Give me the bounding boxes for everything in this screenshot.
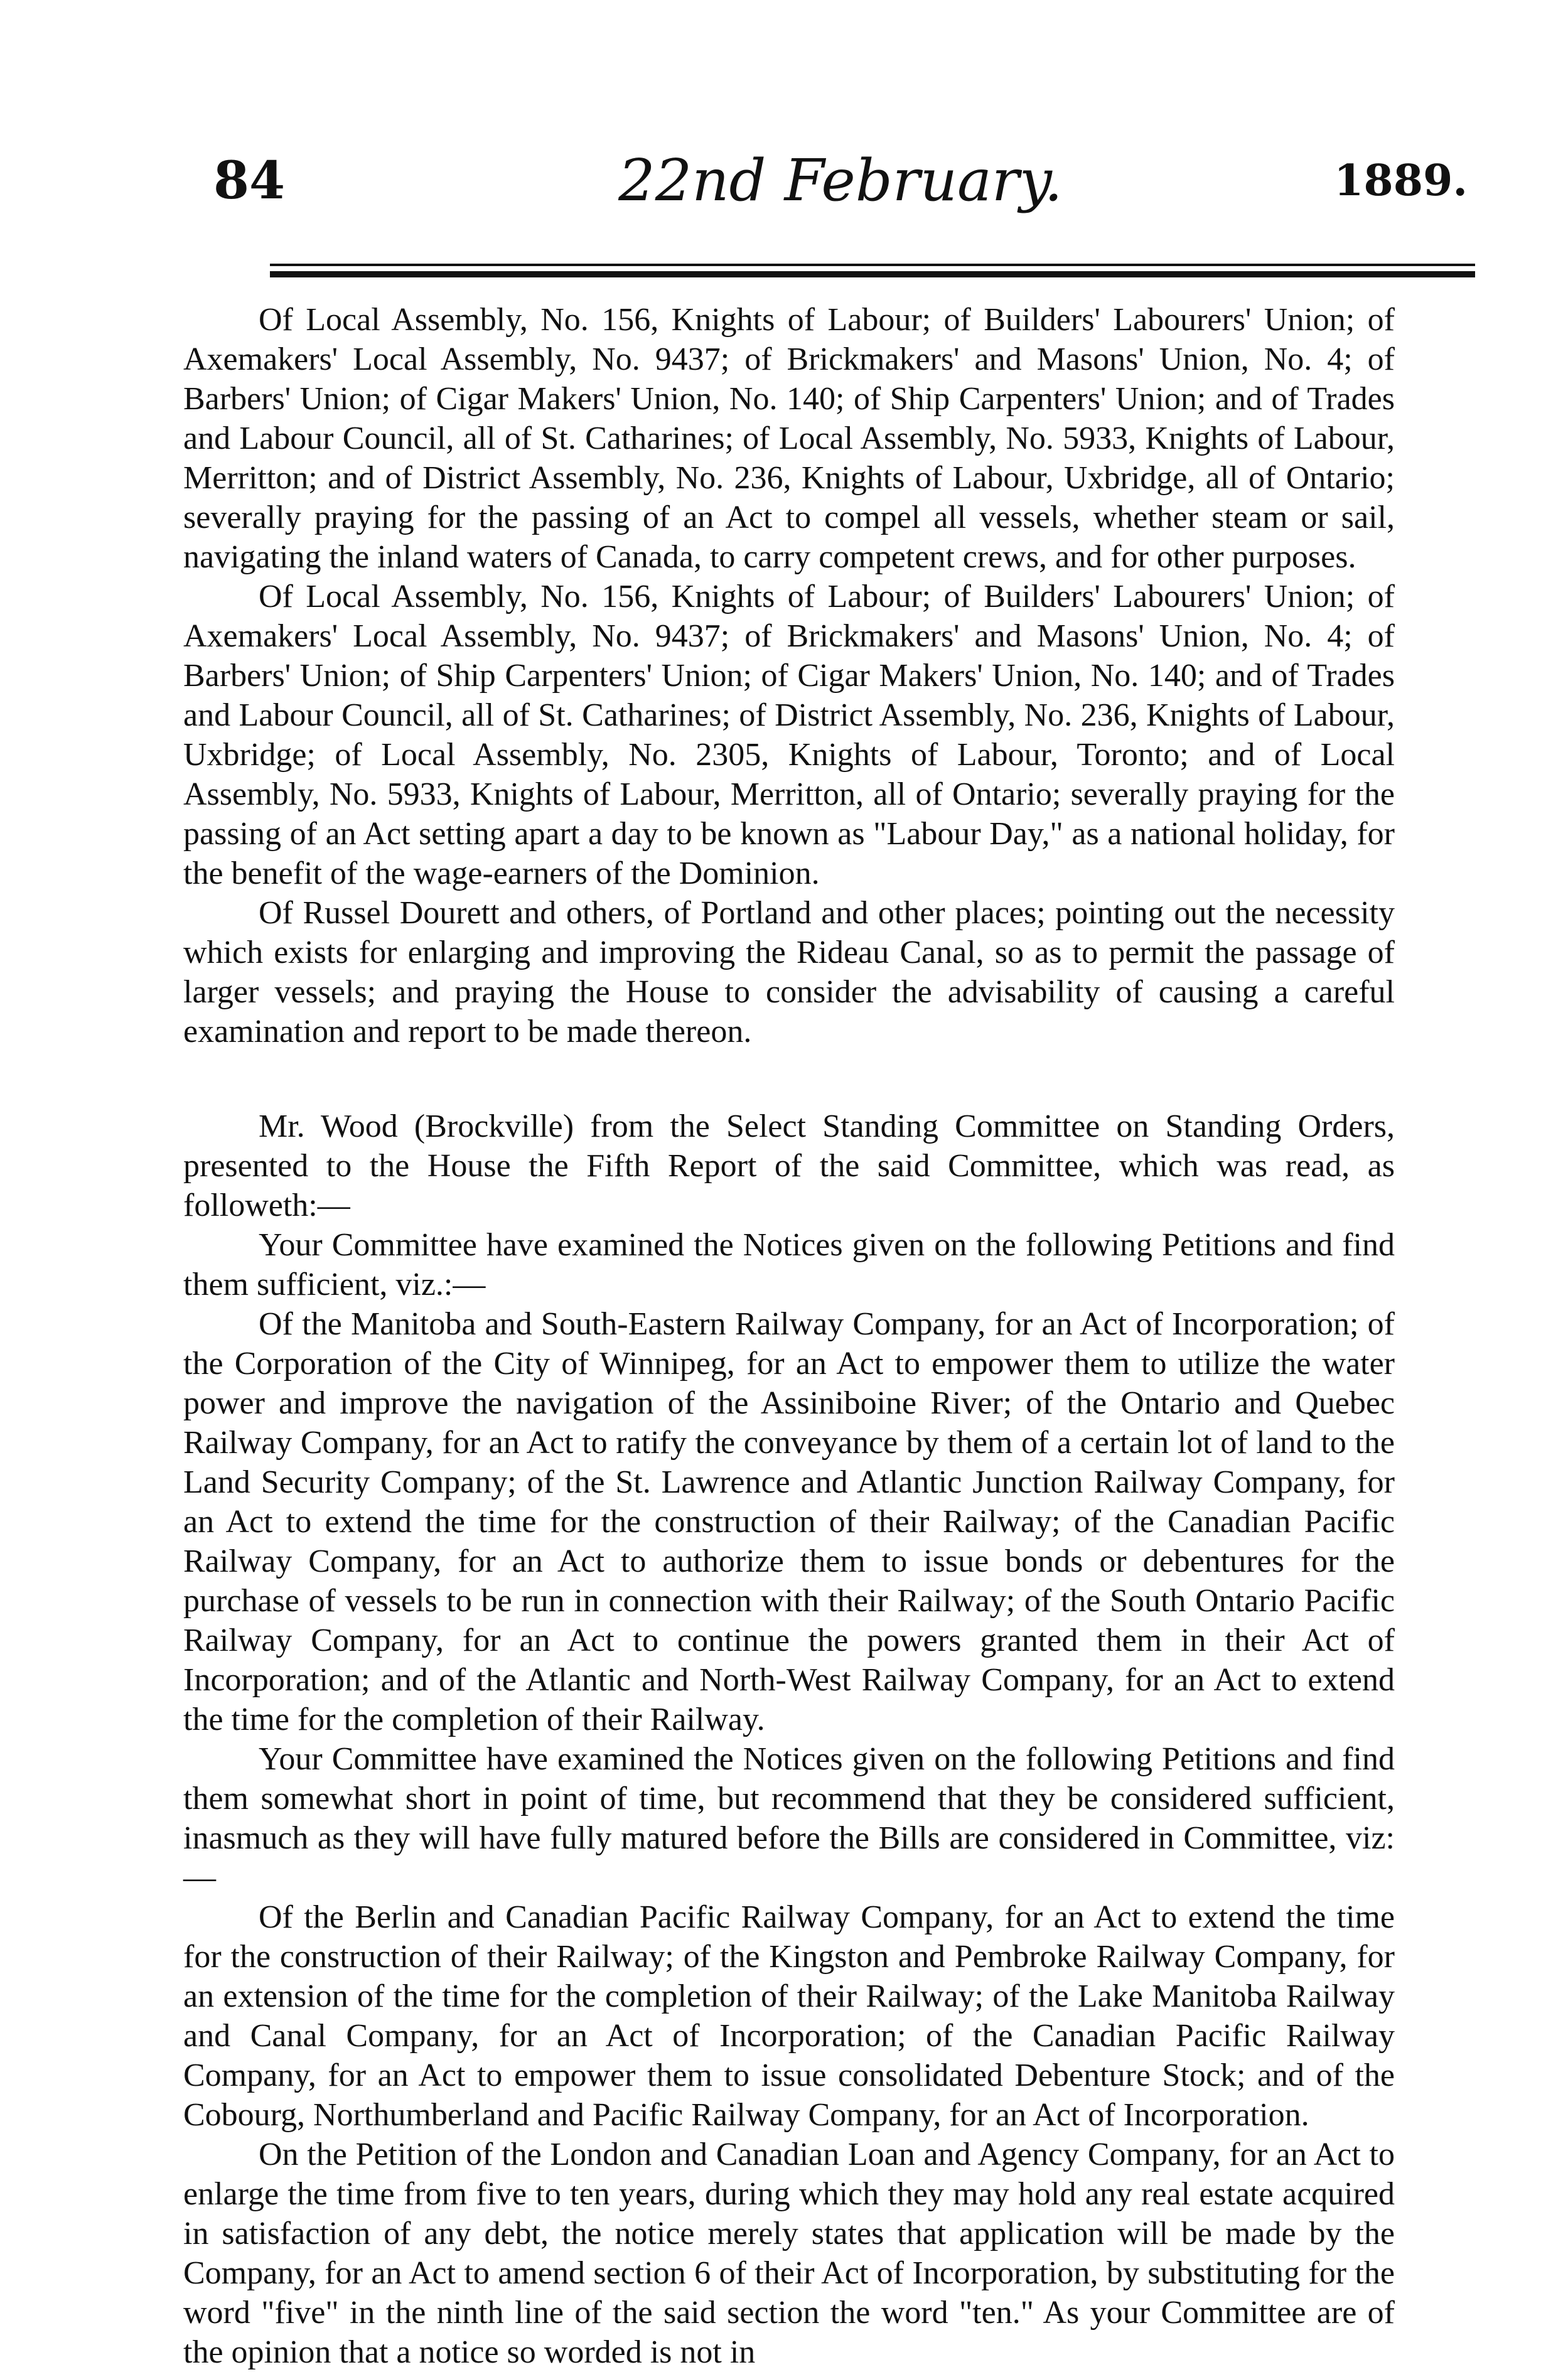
page-header <box>213 147 1468 232</box>
header-rule-thick <box>270 271 1475 277</box>
paragraph-committee-report-intro: Mr. Wood (Brockville) from the Select Standing Committee on Standing Orders, presented to the House the Fifth Report of the said Committee, which was read, as followeth:— <box>183 1108 1395 1223</box>
paragraph-petition-rideau-canal: Of Russel Dourett and others, of Portland and other places; pointing out the necessity which exists for enlarging and improving the Rideau Canal, so as to permit the passage of larger vessels; and praying the House to consider the advisability of causing a careful examination and report to be made thereon. <box>183 895 1395 1049</box>
page-number: 84 <box>213 151 286 211</box>
paragraph-notices-sufficient: Your Committee have examined the Notices given on the following Petitions and find them sufficient, viz.:— <box>183 1227 1395 1302</box>
year: 1889. <box>1334 156 1468 206</box>
paragraph-railway-petitions-short: Of the Berlin and Canadian Pacific Railway Company, for an Act to extend the time for the construction of their Railway; of the Kingston and Pembroke Railway Company, for an extension of the time for the completion of their Railway; of the Lake Manitoba Railway and Canal Company, for an Act of Incorporation; of the Canadian Pacific Railway Company, for an Act to empower them to issue consolidated Debenture Stock; and of the Cobourg, Northumberland and Pacific Railway Company, for an Act of Incorporation. <box>183 1899 1395 2133</box>
running-title: 22nd February. <box>618 147 1063 214</box>
paragraph-petitions-crews: Of Local Assembly, No. 156, Knights of Labour; of Builders' Labourers' Union; of Axemakers' Local Assembly, No. 9437; of Brickmakers' and Masons' Union, No. 4; of Barbers' Union; of Cigar Makers' Union, No. 140; of Ship Carpenters' Union; and of Trades and Labour Council, all of St. Catharines; of Local Assembly, No. 5933, Knights of Labour, Merritton; and of District Assembly, No. 236, Knights of Labour, Uxbridge, all of Ontario; severally praying for the passing of an Act to compel all vessels, whether steam or sail, navigating the inland waters of Canada, to carry competent crews, and for other purposes. <box>183 302 1395 575</box>
paragraph-railway-petitions-sufficient: Of the Manitoba and South-Eastern Railway Company, for an Act of Incorporation; of the Corporation of the City of Winnipeg, for an Act to empower them to utilize the water power and improve the navigation of the Assiniboine River; of the Ontario and Quebec Railway Company, for an Act to ratify the conveyance by them of a certain lot of land to the Land Security Company; of the St. Lawrence and Atlantic Junction Railway Company, for an Act to extend the time for the construction of their Railway; of the Canadian Pacific Railway Company, for an Act to authorize them to issue bonds or debentures for the purchase of vessels to be run in connection with their Railway; of the South Ontario Pacific Railway Company, for an Act to continue the powers granted them in their Act of Incorporation; and of the Atlantic and North-West Railway Company, for an Act to extend the time for the completion of their Railway. <box>183 1306 1395 1737</box>
paragraph-notices-short: Your Committee have examined the Notices given on the following Petitions and find them somewhat short in point of time, but recommend that they be considered sufficient, inasmuch as they will have fully matured before the Bills are considered in Committee, viz:— <box>183 1741 1395 1896</box>
paragraph-london-canadian-loan: On the Petition of the London and Canadian Loan and Agency Company, for an Act to enlarge the time from five to ten years, during which they may hold any real estate acquired in satisfaction of any debt, the notice merely states that application will be made by the Company, for an Act to amend section 6 of their Act of Incorporation, by substituting for the word "five" in the ninth line of the said section the word "ten." As your Committee are of the opinion that a notice so worded is not in <box>183 2137 1395 2370</box>
document-body <box>183 300 1395 2372</box>
paragraph-petitions-labour-day: Of Local Assembly, No. 156, Knights of Labour; of Builders' Labourers' Union; of Axemakers' Local Assembly, No. 9437; of Brickmakers' and Masons' Union, No. 4; of Barbers' Union; of Ship Carpenters' Union; of Cigar Makers' Union, No. 140; and of Trades and Labour Council, all of St. Catharines; of District Assembly, No. 236, Knights of Labour, Uxbridge; of Local Assembly, No. 2305, Knights of Labour, Toronto; and of Local Assembly, No. 5933, Knights of Labour, Merritton, all of Ontario; severally praying for the passing of an Act setting apart a day to be known as "Labour Day," as a national holiday, for the benefit of the wage-earners of the Dominion. <box>183 579 1395 891</box>
header-rule-thin <box>270 264 1475 266</box>
